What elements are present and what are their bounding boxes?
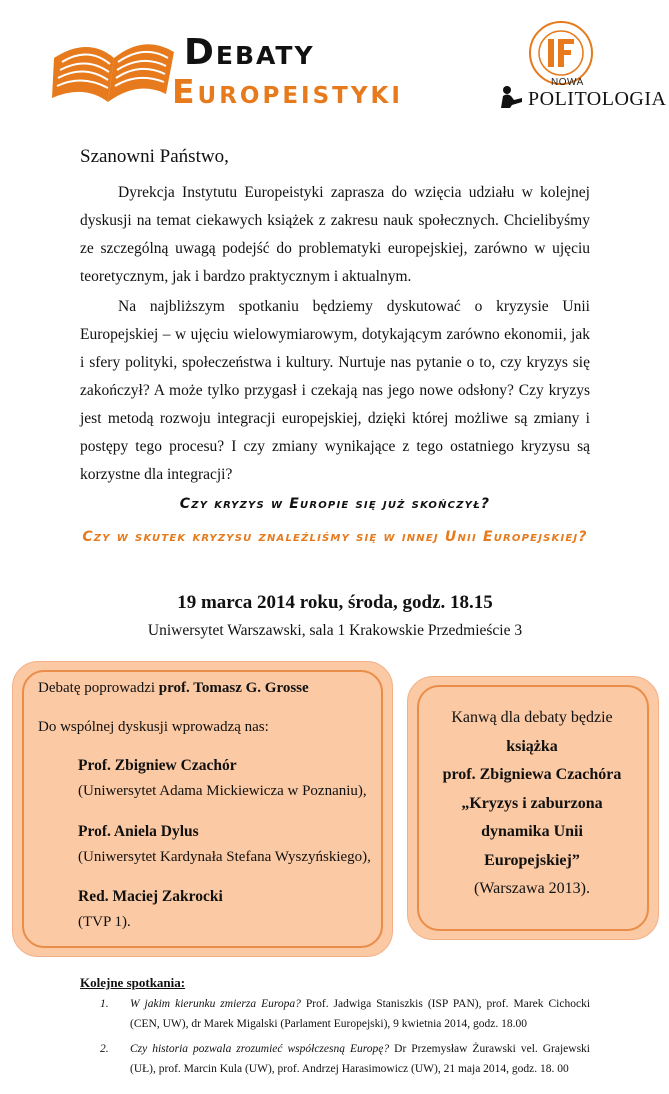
book-description xyxy=(420,704,644,904)
paragraph-topic: Na najbliższym spotkaniu będziemy dyskutować o kryzysie Unii Europejskiej – w ujęciu wielowymiarowym, dotykającym zarówno ekonomii, jak i sfery polityki, społeczeństwa i kultury. Nurtuje nas pytanie o to, czy kryzys się zakończył? A może tylko przygasł i czekają nas jego nowe odsłony? Czy kryzys jest metodą rozwoju integracji europejskiej, dzięki której możliwe są zmiany i postępy tego procesu? I czy zmiany wynikające z tego ostatniego kryzysu są korzystne dla integracji? xyxy=(80,298,590,483)
list-item xyxy=(100,1039,590,1079)
speaker-name: Prof. Aniela Dylus xyxy=(78,823,199,840)
book-title: Europejskiej” xyxy=(484,851,580,869)
event-date: 19 marca 2014 roku, środa, godz. 18.15 xyxy=(177,592,493,613)
speaker-name: Red. Maciej Zakrocki xyxy=(78,888,223,905)
moderator-name: prof. Tomasz G. Grosse xyxy=(158,680,309,696)
question-2: Czy w skutek kryzysu znaleźliśmy się w innej Unii Europejskiej? xyxy=(82,529,588,545)
reader-figure-icon xyxy=(498,84,524,110)
meeting-details: Dr Przemysław Żurawski vel. Grajewski (UŁ), prof. Marcin Kula (UW), prof. Andrzej Harasimowicz (UW), 21 maja 2014, godz. 18. 00 xyxy=(130,1043,591,1075)
open-book-icon xyxy=(48,28,178,108)
speaker-name: Prof. Zbigniew Czachór xyxy=(78,757,237,774)
meeting-details: Prof. Jadwiga Staniszkis (ISP PAN), prof. Marek Cichocki (CEN, UW), dr Marek Migalski (Parlament Europejski), 9 kwietnia 2014, godz. 18.00 xyxy=(130,998,591,1030)
list-item xyxy=(100,994,590,1034)
book-line: Kanwą dla debaty będzie xyxy=(451,709,613,726)
moderator-line xyxy=(38,680,309,697)
question-1: Czy kryzys w Europie się już skończył? xyxy=(179,496,491,512)
politologia-label: POLITOLOGIA xyxy=(528,88,667,110)
book-year: (Warszawa 2013). xyxy=(474,880,590,897)
book-author: prof. Zbigniewa Czachóra xyxy=(442,766,622,783)
panel-intro: Do wspólnej dyskusji wprowadzą nas: xyxy=(38,719,269,735)
speaker-affiliation: (TVP 1). xyxy=(78,914,131,930)
book-title: dynamika Unii xyxy=(481,823,583,840)
book-line: książka xyxy=(506,737,558,755)
moderator-prefix: Debatę poprowadzi xyxy=(38,680,159,696)
speaker-affiliation: (Uniwersytet Kardynała Stefana Wyszyńskiego), xyxy=(78,849,371,865)
book-title: „Kryzys i zaburzona xyxy=(461,794,603,812)
event-place: Uniwersytet Warszawski, sala 1 Krakowskie Przedmieście 3 xyxy=(147,622,523,639)
panel-box xyxy=(12,661,393,957)
next-meetings-title: Kolejne spotkania: xyxy=(80,975,186,990)
paragraph-intro: Dyrekcja Instytutu Europeistyki zaprasza do wzięcia udziału w kolejnej dyskusji na temat ciekawych książek z zakresu nauk społecznych. Chcielibyśmy ze szczególną uwagą podejść do problematyki europejskiej, zarówno w ujęciu teoretycznym, jak i bardzo praktycznym i aktualnym. xyxy=(80,184,590,285)
list-number: 2. xyxy=(100,1043,109,1055)
list-number: 1. xyxy=(100,998,109,1010)
title-debaty: Debaty xyxy=(184,32,315,73)
meeting-topic: Czy historia pozwala zrozumieć współczesną Europę? xyxy=(130,1043,390,1055)
nowa-label: NOWA xyxy=(551,77,584,88)
greeting: Szanowni Państwo, xyxy=(80,146,229,167)
meeting-topic: W jakim kierunku zmierza Europa? xyxy=(130,998,301,1010)
speaker-affiliation: (Uniwersytet Adama Mickiewicza w Poznaniu), xyxy=(78,783,367,799)
title-europeistyki: Europeistyki xyxy=(172,72,403,111)
header xyxy=(0,0,669,125)
